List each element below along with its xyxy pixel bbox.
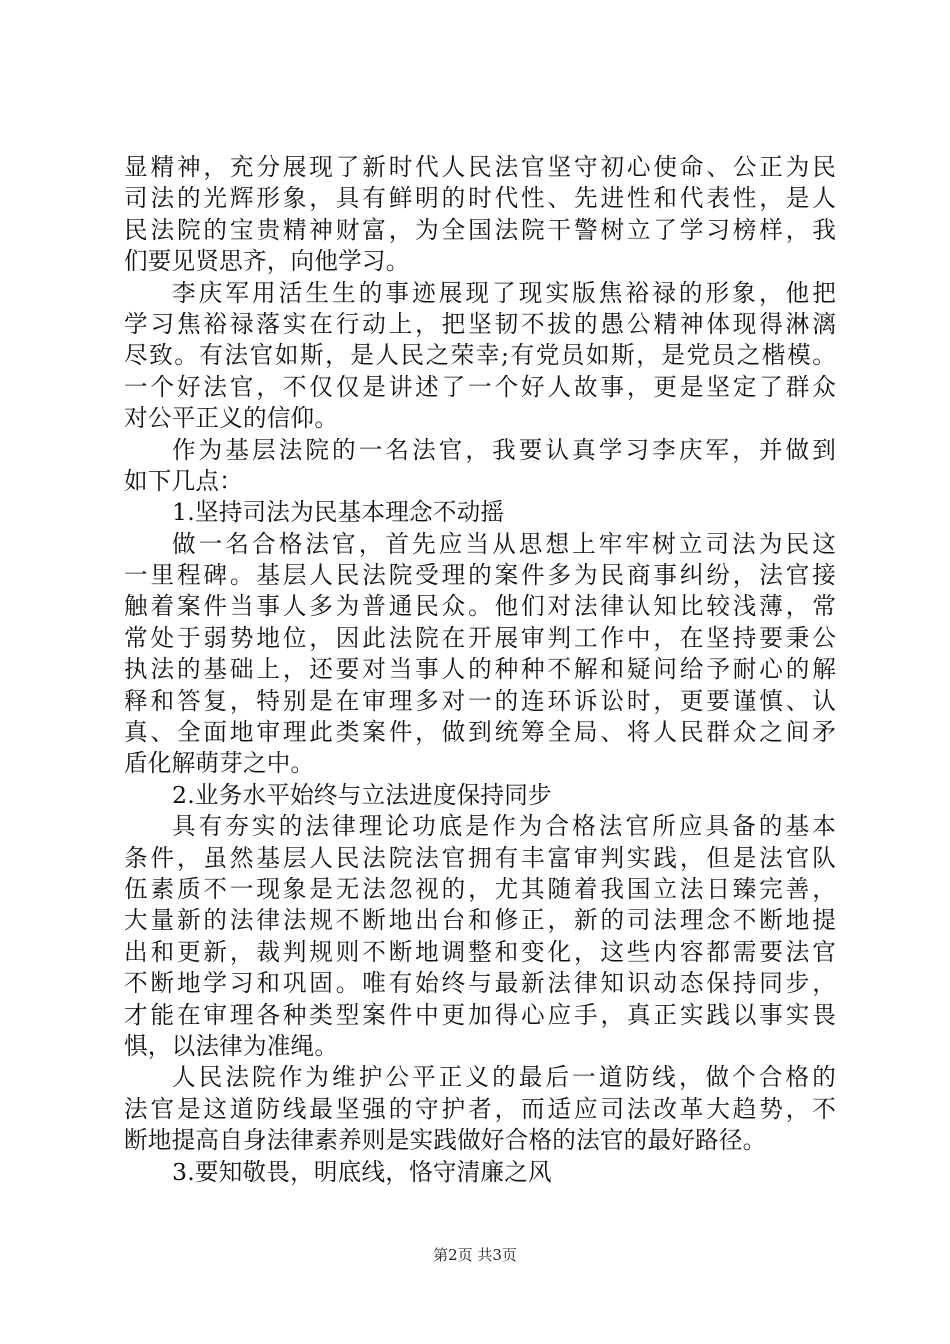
- paragraph: [124, 1062, 836, 1156]
- text-line: 民法院的宝贵精神财富，为全国法院干警树立了学习榜样，我: [124, 215, 836, 244]
- paragraph: [124, 811, 836, 1062]
- text-line: 惧，以法律为准绳。: [124, 1031, 339, 1060]
- text-line: 触着案件当事人多为普通民众。他们对法律认知比较浅薄，常: [124, 592, 836, 621]
- text-line: 具有夯实的法律理论功底是作为合格法官所应具备的基本: [172, 812, 836, 841]
- text-line: 作为基层法院的一名法官，我要认真学习李庆军，并做到: [172, 435, 836, 464]
- text-line: 伍素质不一现象是无法忽视的，尤其随着我国立法日臻完善，: [124, 874, 836, 903]
- text-line: 盾化解萌芽之中。: [124, 749, 315, 778]
- text-line: 真、全面地审理此类案件，做到统筹全局、将人民群众之间矛: [124, 718, 836, 747]
- text-line: 常处于弱势地位，因此法院在开展审判工作中，在坚持要秉公: [124, 623, 836, 652]
- text-line: 如下几点：: [124, 466, 243, 495]
- text-line: 法官是这道防线最坚强的守护者，而适应司法改革大趋势，不: [124, 1094, 836, 1123]
- text-line: 条件，虽然基层人民法院法官拥有丰富审判实践，但是法官队: [124, 843, 836, 872]
- text-line: 大量新的法律法规不断地出台和修正，新的司法理念不断地提: [124, 906, 836, 935]
- paragraph: [124, 435, 836, 498]
- text-line: 做一名合格法官，首先应当从思想上牢牢树立司法为民这: [172, 529, 836, 558]
- document-body: [124, 152, 836, 1188]
- text-line: 一里程碑。基层人民法院受理的案件多为民商事纠纷，法官接: [124, 561, 836, 590]
- text-line: 司法的光辉形象，具有鲜明的时代性、先进性和代表性，是人: [124, 184, 836, 213]
- text-line: 对公平正义的信仰。: [124, 404, 339, 433]
- section-heading: [124, 780, 836, 811]
- text-line: 学习焦裕禄落实在行动上，把坚韧不拔的愚公精神体现得淋漓: [124, 309, 836, 338]
- page-number-footer: 第2页 共3页: [433, 1246, 517, 1264]
- paragraph: [124, 278, 836, 435]
- section-heading: [124, 497, 836, 528]
- text-line: 李庆军用活生生的事迹展现了现实版焦裕禄的形象，他把: [172, 278, 836, 307]
- text-line: 们要见贤思齐，向他学习。: [124, 247, 410, 276]
- heading-line: 2.业务水平始终与立法进度保持同步: [172, 780, 552, 809]
- text-line: 人民法院作为维护公平正义的最后一道防线，做个合格的: [172, 1063, 836, 1092]
- text-line: 尽致。有法官如斯，是人民之荣幸;有党员如斯，是党员之楷模。: [124, 341, 836, 370]
- text-line: 不断地学习和巩固。唯有始终与最新法律知识动态保持同步，: [124, 969, 836, 998]
- text-line: 显精神，充分展现了新时代人民法官坚守初心使命、公正为民: [124, 153, 836, 181]
- text-line: 断地提高自身法律素养则是实践做好合格的法官的最好路径。: [124, 1126, 767, 1155]
- text-line: 出和更新，裁判规则不断地调整和变化，这些内容都需要法官: [124, 937, 836, 966]
- section-heading: [124, 1157, 836, 1188]
- text-line: 一个好法官，不仅仅是讲述了一个好人故事，更是坚定了群众: [124, 372, 836, 401]
- heading-line: 3.要知敬畏，明底线，恪守清廉之风: [172, 1157, 552, 1186]
- paragraph: [124, 152, 836, 278]
- heading-line: 1.坚持司法为民基本理念不动摇: [172, 498, 505, 527]
- paragraph: [124, 529, 836, 780]
- text-line: 释和答复，特别是在审理多对一的连环诉讼时，更要谨慎、认: [124, 686, 836, 715]
- text-line: 执法的基础上，还要对当事人的种种不解和疑问给予耐心的解: [124, 655, 836, 684]
- text-line: 才能在审理各种类型案件中更加得心应手，真正实践以事实畏: [124, 1000, 836, 1029]
